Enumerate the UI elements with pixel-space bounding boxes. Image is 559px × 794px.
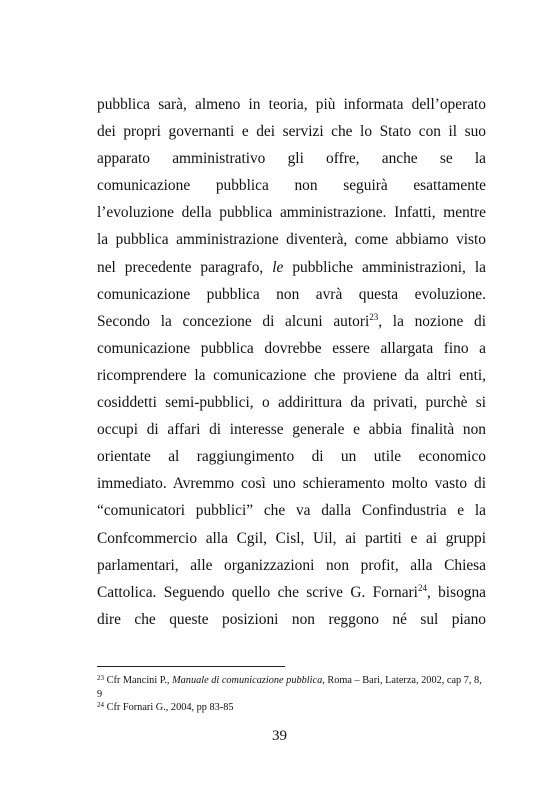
text-span: , bisogna	[426, 583, 486, 601]
text-span: dei propri governanti e dei servizi che lo Stato con il suo	[97, 123, 486, 141]
text-line	[97, 145, 486, 172]
text-span: comunicazione pubblica dovrebbe essere allargata fino a	[97, 339, 486, 357]
text-span: immediato. Avremmo così uno schieramento molto vasto di	[97, 475, 486, 493]
text-line	[97, 552, 486, 579]
footnote-ref[interactable]: 23	[369, 311, 379, 322]
text-line	[97, 525, 486, 552]
footnote-ref[interactable]: 24	[417, 582, 427, 593]
footnote-divider	[97, 666, 285, 667]
page-number: 39	[272, 728, 287, 744]
text-line	[97, 91, 486, 118]
italic-text: le	[272, 258, 284, 276]
text-line	[97, 470, 486, 497]
text-span: parlamentari, alle organizzazioni non profit, alla Chiesa	[97, 556, 486, 574]
text-line	[97, 416, 486, 443]
text-line	[97, 443, 486, 470]
footnote-23	[97, 674, 486, 701]
text-span: , la nozione di	[378, 312, 486, 330]
text-span: pubbliche amministrazioni, la	[283, 258, 486, 276]
text-span: comunicazione pubblica non avrà questa evoluzione.	[97, 285, 486, 303]
text-line	[97, 281, 486, 308]
text-span: occupi di affari di interesse generale e abbia finalità non	[97, 421, 486, 439]
body-text	[97, 91, 486, 633]
text-line	[97, 362, 486, 389]
text-line	[97, 226, 486, 253]
text-span: comunicazione pubblica non seguirà esattamente	[97, 177, 486, 195]
text-line	[97, 606, 486, 633]
text-span: orientate al raggiungimento di un utile economico	[97, 448, 486, 466]
footnote-number: 24	[97, 701, 104, 709]
text-span: “comunicatori pubblici” che va dalla Confindustria e la	[97, 502, 486, 520]
footnote-title: Manuale di comunicazione pubblica	[172, 675, 323, 686]
text-line	[97, 335, 486, 362]
footnote-text: , Roma – Bari, Laterza, 2002, cap 7, 8, 9	[97, 675, 482, 700]
footnotes	[97, 674, 486, 715]
text-line	[97, 497, 486, 524]
text-line	[97, 254, 486, 281]
text-span: nel precedente paragrafo,	[97, 258, 273, 276]
footnote-number: 23	[97, 674, 104, 682]
text-line	[97, 118, 486, 145]
text-span: dire che queste posizioni non reggono né sul piano	[97, 610, 486, 628]
footnote-text: Cfr Mancini P.,	[104, 675, 173, 686]
text-span: l’evoluzione della pubblica amministrazione. Infatti, mentre	[97, 204, 486, 222]
text-span: cosiddetti semi-pubblici, o addirittura da privati, purchè si	[97, 394, 486, 412]
text-line	[97, 199, 486, 226]
text-line	[97, 579, 486, 606]
text-line	[97, 308, 486, 335]
text-span: pubblica sarà, almeno in teoria, più informata dell’operato	[97, 96, 486, 113]
text-span: Cattolica. Seguendo quello che scrive G. Fornari	[97, 583, 418, 601]
text-span: ricomprendere la comunicazione che proviene da altri enti,	[97, 366, 486, 384]
text-span: Secondo la concezione di alcuni autori	[97, 312, 370, 330]
text-span: apparato amministrativo gli offre, anche se la	[97, 150, 486, 168]
footnote-text: Cfr Fornari G., 2004, pp 83-85	[104, 702, 234, 713]
footnote-24	[97, 701, 486, 715]
text-line	[97, 172, 486, 199]
text-line	[97, 389, 486, 416]
text-span: Confcommercio alla Cgil, Cisl, Uil, ai partiti e ai gruppi	[97, 529, 486, 547]
text-span: la pubblica amministrazione diventerà, come abbiamo visto	[97, 231, 486, 249]
